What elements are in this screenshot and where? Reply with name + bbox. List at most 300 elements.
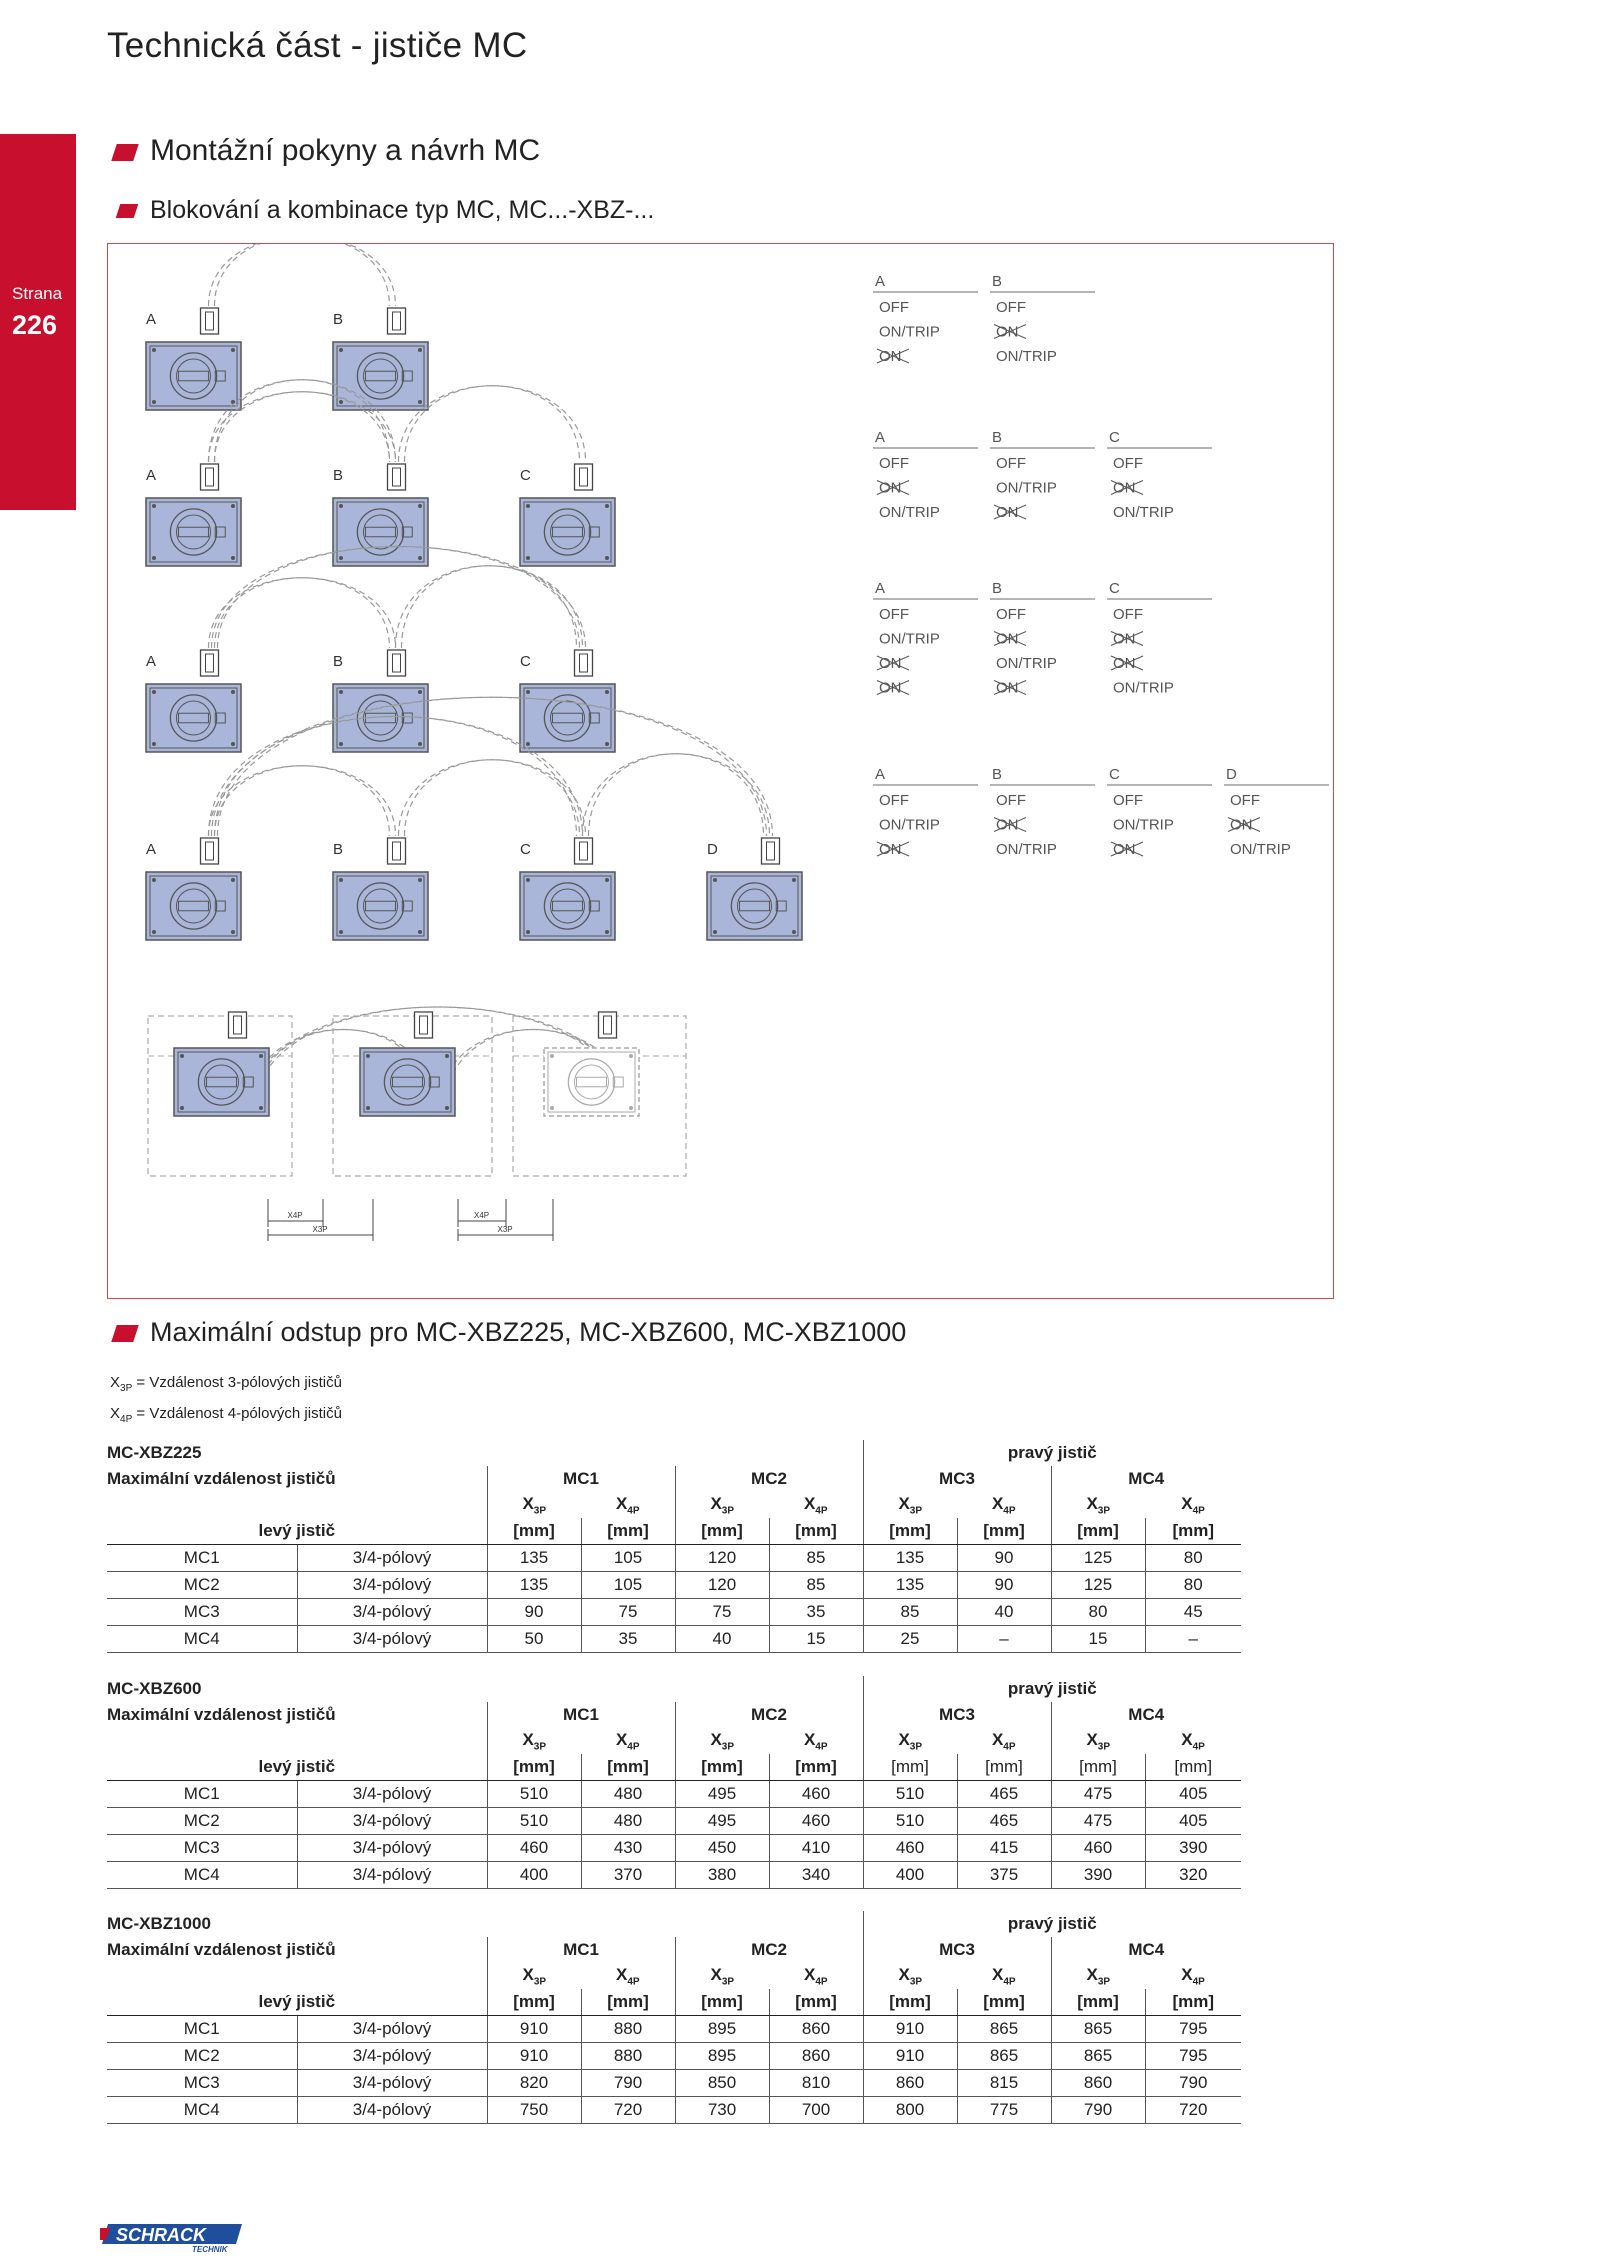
symbol-header: $X_{4P}$: [1181, 1729, 1205, 1753]
state-label: ON/TRIP: [996, 841, 1057, 858]
row-pole: 3/4-pólový: [297, 1572, 487, 1599]
breaker-icon: [360, 1048, 455, 1116]
state-label: ON: [879, 655, 902, 672]
unit-header: [mm]: [1145, 1989, 1241, 2016]
page-title: Technická část - jističe MC: [107, 26, 528, 65]
value-cell: –: [957, 1626, 1051, 1653]
row-pole: 3/4-pólový: [297, 1626, 487, 1653]
unit-header: [mm]: [769, 1989, 863, 2016]
section-heading-interlock: [118, 196, 654, 225]
value-cell: 405: [1145, 1781, 1241, 1808]
value-cell: 15: [1051, 1626, 1145, 1653]
row-breaker: MC3: [107, 1835, 297, 1862]
value-cell: 120: [675, 1545, 769, 1572]
value-cell: 390: [1051, 1862, 1145, 1889]
state-label: ON/TRIP: [1230, 841, 1291, 858]
value-cell: 790: [1051, 2097, 1145, 2124]
value-cell: 25: [863, 1626, 957, 1653]
group-header: MC1: [487, 1937, 675, 1963]
table-title: MC-XBZ225: [107, 1443, 202, 1462]
row-breaker: MC4: [107, 1626, 297, 1653]
value-cell: 475: [1051, 1781, 1145, 1808]
state-column-header: B: [992, 429, 1003, 446]
state-column-header: B: [992, 580, 1003, 597]
value-cell: 510: [487, 1808, 581, 1835]
interlock-port-icon: [575, 650, 593, 676]
right-breaker-label: pravý jistič: [863, 1911, 1241, 1937]
value-cell: 510: [863, 1808, 957, 1835]
value-cell: 495: [675, 1808, 769, 1835]
row-pole: 3/4-pólový: [297, 1545, 487, 1572]
unit-header: [mm]: [863, 1989, 957, 2016]
value-cell: 90: [957, 1572, 1051, 1599]
state-column-header: A: [875, 580, 886, 597]
heading-text: Montážní pokyny a návrh MC: [150, 134, 541, 167]
right-breaker-label: pravý jistič: [863, 1440, 1241, 1466]
value-cell: 775: [957, 2097, 1051, 2124]
group-header: MC2: [675, 1466, 863, 1492]
symbol-header: $X_{3P}$: [487, 1492, 581, 1518]
value-cell: 35: [769, 1599, 863, 1626]
group-header: MC3: [863, 1466, 1051, 1492]
unit-header: [mm]: [769, 1518, 863, 1545]
breaker-icon: [520, 872, 615, 940]
state-label: OFF: [996, 606, 1026, 623]
state-label: ON/TRIP: [879, 504, 940, 521]
value-cell: 75: [581, 1599, 675, 1626]
value-cell: 865: [1051, 2016, 1145, 2043]
state-column-header: C: [1109, 429, 1120, 446]
breaker-icon: [707, 872, 802, 940]
value-cell: 80: [1145, 1545, 1241, 1572]
breaker-icon: [544, 1048, 639, 1116]
state-label: OFF: [1113, 606, 1143, 623]
breaker-label: B: [333, 841, 344, 858]
unit-header: [mm]: [1145, 1754, 1241, 1781]
state-label: ON: [996, 323, 1019, 341]
bullet-icon: [111, 1325, 139, 1342]
state-label: OFF: [1113, 792, 1143, 809]
state-label: ON: [996, 504, 1019, 521]
svg-text:TECHNIK: TECHNIK: [192, 2245, 228, 2254]
state-column-header: B: [992, 273, 1003, 290]
state-label: ON/TRIP: [879, 630, 940, 648]
symbol-header: $X_{3P}$: [675, 1492, 769, 1518]
value-cell: 415: [957, 1835, 1051, 1862]
value-cell: 80: [1145, 1572, 1241, 1599]
unit-header: [mm]: [487, 1518, 581, 1545]
interlock-port-icon: [575, 464, 593, 490]
unit-header: [mm]: [957, 1518, 1051, 1545]
breaker-icon: [333, 872, 428, 940]
legend-x4p: $X_{4P}$ = Vzdálenost 4-pólových jističů: [110, 1405, 342, 1425]
state-label: ON/TRIP: [879, 816, 940, 834]
unit-header: [mm]: [957, 1989, 1051, 2016]
symbol-header: $X_{3P}$: [863, 1963, 957, 1989]
row-pole: 3/4-pólový: [297, 2097, 487, 2124]
bowden-cable: [209, 578, 396, 648]
breaker-icon: [174, 1048, 269, 1116]
row-pole: 3/4-pólový: [297, 1781, 487, 1808]
table-row: [107, 2070, 1241, 2097]
state-column-header: A: [875, 273, 886, 290]
state-label: OFF: [996, 455, 1026, 472]
table-row: [107, 1862, 1241, 1889]
state-label: ON: [996, 630, 1019, 648]
left-breaker-label: levý jistič: [107, 1754, 487, 1781]
value-cell: 510: [863, 1781, 957, 1808]
value-cell: 400: [863, 1862, 957, 1889]
breaker-label: A: [146, 467, 157, 484]
row-pole: 3/4-pólový: [297, 1835, 487, 1862]
state-column-header: C: [1109, 766, 1120, 783]
spacer: [487, 1676, 863, 1702]
value-cell: 880: [581, 2016, 675, 2043]
symbol-header: $X_{4P}$: [991, 1729, 1016, 1753]
unit-header: [mm]: [581, 1989, 675, 2016]
value-cell: 720: [581, 2097, 675, 2124]
bullet-icon: [116, 204, 139, 218]
value-cell: 75: [675, 1599, 769, 1626]
breaker-label: C: [520, 467, 531, 484]
value-cell: 860: [769, 2016, 863, 2043]
value-cell: 910: [487, 2016, 581, 2043]
distance-table: [107, 1676, 1241, 1889]
breaker-icon: [146, 684, 241, 752]
value-cell: 135: [863, 1545, 957, 1572]
value-cell: 800: [863, 2097, 957, 2124]
value-cell: 320: [1145, 1862, 1241, 1889]
value-cell: 510: [487, 1781, 581, 1808]
value-cell: 135: [487, 1572, 581, 1599]
symbol-header: $X_{4P}$: [803, 1964, 828, 1988]
dimension-label: X3P: [497, 1225, 513, 1234]
interlock-figure: [107, 243, 1334, 1299]
state-label: ON: [879, 348, 902, 365]
symbol-header: $X_{3P}$: [863, 1728, 957, 1754]
distance-table: [107, 1911, 1241, 2124]
interlock-port-icon: [599, 1012, 617, 1038]
value-cell: 475: [1051, 1808, 1145, 1835]
state-label: OFF: [996, 792, 1026, 809]
unit-header: [mm]: [581, 1754, 675, 1781]
breaker-label: A: [146, 653, 157, 670]
group-header: MC1: [487, 1702, 675, 1728]
state-label: ON/TRIP: [996, 348, 1057, 365]
section-heading-max-distance: [114, 1317, 906, 1348]
breaker-label: B: [333, 311, 344, 328]
symbol-header: $X_{4P}$: [1181, 1964, 1205, 1988]
value-cell: 450: [675, 1835, 769, 1862]
breaker-label: A: [146, 311, 157, 328]
state-label: ON: [996, 816, 1019, 834]
breaker-icon: [146, 342, 241, 410]
group-header: MC4: [1051, 1466, 1241, 1492]
value-cell: 85: [863, 1599, 957, 1626]
value-cell: 15: [769, 1626, 863, 1653]
value-cell: 135: [863, 1572, 957, 1599]
unit-header: [mm]: [487, 1989, 581, 2016]
value-cell: 460: [863, 1835, 957, 1862]
state-column-header: B: [992, 766, 1003, 783]
symbol-header: $X_{3P}$: [1051, 1728, 1145, 1754]
value-cell: 50: [487, 1626, 581, 1653]
value-cell: 730: [675, 2097, 769, 2124]
page-label: Strana: [12, 284, 63, 303]
row-breaker: MC3: [107, 1599, 297, 1626]
group-header: MC1: [487, 1466, 675, 1492]
unit-header: [mm]: [1145, 1518, 1241, 1545]
table-row: [107, 1572, 1241, 1599]
value-cell: 125: [1051, 1572, 1145, 1599]
unit-header: [mm]: [1051, 1518, 1145, 1545]
value-cell: 895: [675, 2016, 769, 2043]
value-cell: 880: [581, 2043, 675, 2070]
right-breaker-label: pravý jistič: [863, 1676, 1241, 1702]
value-cell: 850: [675, 2070, 769, 2097]
state-label: ON: [1113, 841, 1136, 858]
interlock-port-icon: [201, 650, 219, 676]
symbol-header: $X_{3P}$: [487, 1728, 581, 1754]
state-label: ON: [1113, 630, 1136, 648]
table-row: [107, 2043, 1241, 2070]
state-column-header: D: [1226, 766, 1237, 783]
state-label: OFF: [879, 606, 909, 623]
table-row: [107, 1626, 1241, 1653]
table-row: [107, 1835, 1241, 1862]
value-cell: 480: [581, 1781, 675, 1808]
state-label: ON/TRIP: [996, 655, 1057, 672]
interlock-port-icon: [388, 838, 406, 864]
value-cell: 380: [675, 1862, 769, 1889]
breaker-label: C: [520, 841, 531, 858]
symbol-header: $X_{3P}$: [487, 1963, 581, 1989]
unit-header: [mm]: [957, 1754, 1051, 1781]
symbol-header: $X_{4P}$: [803, 1729, 828, 1753]
value-cell: 105: [581, 1572, 675, 1599]
table-row: [107, 2016, 1241, 2043]
value-cell: 820: [487, 2070, 581, 2097]
bowden-cable: [583, 754, 770, 836]
unit-header: [mm]: [769, 1754, 863, 1781]
symbol-header: $X_{4P}$: [615, 1729, 640, 1753]
state-column-header: C: [1109, 580, 1120, 597]
breaker-icon: [333, 498, 428, 566]
state-label: ON: [879, 479, 902, 497]
value-cell: 495: [675, 1781, 769, 1808]
state-label: OFF: [1230, 792, 1260, 809]
value-cell: 910: [487, 2043, 581, 2070]
group-header: MC3: [863, 1937, 1051, 1963]
value-cell: 790: [581, 2070, 675, 2097]
value-cell: 390: [1145, 1835, 1241, 1862]
symbol-header: $X_{3P}$: [1051, 1963, 1145, 1989]
row-pole: 3/4-pólový: [297, 2070, 487, 2097]
breaker-icon: [146, 872, 241, 940]
value-cell: –: [1145, 1626, 1241, 1653]
table-row: [107, 1545, 1241, 1572]
table-title: MC-XBZ600: [107, 1679, 202, 1698]
spacer: [487, 1911, 863, 1937]
state-label: OFF: [996, 299, 1026, 316]
interlock-port-icon: [388, 650, 406, 676]
interlock-port-icon: [762, 838, 780, 864]
row-breaker: MC3: [107, 2070, 297, 2097]
bullet-icon: [111, 144, 139, 161]
value-cell: 40: [957, 1599, 1051, 1626]
value-cell: 810: [769, 2070, 863, 2097]
breaker-icon: [520, 498, 615, 566]
page-number: 226: [12, 310, 58, 340]
spacer: [107, 1492, 487, 1518]
state-label: ON: [879, 841, 902, 858]
schrack-logo: [100, 2222, 242, 2254]
unit-header: [mm]: [581, 1518, 675, 1545]
value-cell: 105: [581, 1545, 675, 1572]
spacer: [107, 1963, 487, 1989]
symbol-header: $X_{3P}$: [863, 1492, 957, 1518]
interlock-port-icon: [415, 1012, 433, 1038]
interlock-diagram: [108, 244, 1332, 1297]
unit-header: [mm]: [1051, 1754, 1145, 1781]
value-cell: 375: [957, 1862, 1051, 1889]
state-label: ON/TRIP: [1113, 504, 1174, 521]
state-label: ON/TRIP: [1113, 816, 1174, 834]
state-label: ON/TRIP: [1113, 679, 1174, 697]
state-label: OFF: [879, 299, 909, 316]
value-cell: 910: [863, 2016, 957, 2043]
value-cell: 895: [675, 2043, 769, 2070]
bowden-cable: [396, 566, 583, 648]
logo-icon: [100, 2222, 242, 2254]
value-cell: 90: [487, 1599, 581, 1626]
unit-header: [mm]: [675, 1518, 769, 1545]
svg-text:SCHRACK: SCHRACK: [116, 2225, 206, 2245]
row-breaker: MC1: [107, 1545, 297, 1572]
table-subtitle: Maximální vzdálenost jističů: [107, 1469, 336, 1488]
unit-header: [mm]: [863, 1754, 957, 1781]
value-cell: 795: [1145, 2043, 1241, 2070]
state-label: OFF: [879, 792, 909, 809]
value-cell: 35: [581, 1626, 675, 1653]
value-cell: 125: [1051, 1545, 1145, 1572]
value-cell: 460: [487, 1835, 581, 1862]
interlock-port-icon: [201, 464, 219, 490]
breaker-icon: [333, 684, 428, 752]
row-breaker: MC1: [107, 2016, 297, 2043]
table-subtitle: Maximální vzdálenost jističů: [107, 1705, 336, 1724]
row-breaker: MC2: [107, 2043, 297, 2070]
value-cell: 860: [1051, 2070, 1145, 2097]
symbol-header: $X_{4P}$: [991, 1493, 1016, 1517]
value-cell: 40: [675, 1626, 769, 1653]
spacer: [107, 1728, 487, 1754]
value-cell: 700: [769, 2097, 863, 2124]
breaker-label: B: [333, 653, 344, 670]
unit-header: [mm]: [863, 1518, 957, 1545]
value-cell: 910: [863, 2043, 957, 2070]
unit-header: [mm]: [1051, 1989, 1145, 2016]
legend-x3p: $X_{3P}$ = Vzdálenost 3-pólových jističů: [110, 1374, 342, 1394]
value-cell: 865: [957, 2016, 1051, 2043]
state-label: OFF: [879, 455, 909, 472]
value-cell: 815: [957, 2070, 1051, 2097]
group-header: MC4: [1051, 1937, 1241, 1963]
legend: [110, 1370, 342, 1432]
state-column-header: A: [875, 429, 886, 446]
breaker-icon: [520, 684, 615, 752]
value-cell: 370: [581, 1862, 675, 1889]
breaker-label: C: [520, 653, 531, 670]
spacer: [487, 1440, 863, 1466]
left-breaker-label: levý jistič: [107, 1518, 487, 1545]
row-pole: 3/4-pólový: [297, 1599, 487, 1626]
state-column-header: A: [875, 766, 886, 783]
value-cell: 720: [1145, 2097, 1241, 2124]
breaker-icon: [333, 342, 428, 410]
section-heading-mounting: [114, 134, 540, 168]
breaker-icon: [146, 498, 241, 566]
breaker-label: D: [707, 841, 718, 858]
page-tab: [0, 134, 76, 510]
value-cell: 90: [957, 1545, 1051, 1572]
value-cell: 120: [675, 1572, 769, 1599]
value-cell: 465: [957, 1808, 1051, 1835]
symbol-header: $X_{3P}$: [675, 1963, 769, 1989]
state-label: ON: [1113, 479, 1136, 497]
group-header: MC2: [675, 1937, 863, 1963]
value-cell: 85: [769, 1545, 863, 1572]
group-header: MC4: [1051, 1702, 1241, 1728]
interlock-port-icon: [201, 308, 219, 334]
value-cell: 410: [769, 1835, 863, 1862]
value-cell: 405: [1145, 1808, 1241, 1835]
row-pole: 3/4-pólový: [297, 1808, 487, 1835]
value-cell: 860: [863, 2070, 957, 2097]
value-cell: 80: [1051, 1599, 1145, 1626]
unit-header: [mm]: [675, 1989, 769, 2016]
value-cell: 750: [487, 2097, 581, 2124]
breaker-label: A: [146, 841, 157, 858]
state-label: ON: [879, 679, 902, 697]
row-breaker: MC4: [107, 2097, 297, 2124]
interlock-port-icon: [575, 838, 593, 864]
symbol-header: $X_{4P}$: [1181, 1493, 1205, 1517]
value-cell: 460: [1051, 1835, 1145, 1862]
interlock-port-icon: [388, 464, 406, 490]
table-row: [107, 2097, 1241, 2124]
dimension-label: X3P: [312, 1225, 328, 1234]
row-breaker: MC2: [107, 1808, 297, 1835]
unit-header: [mm]: [487, 1754, 581, 1781]
state-label: OFF: [1113, 455, 1143, 472]
symbol-header: $X_{4P}$: [615, 1493, 640, 1517]
row-pole: 3/4-pólový: [297, 2043, 487, 2070]
value-cell: 400: [487, 1862, 581, 1889]
value-cell: 85: [769, 1572, 863, 1599]
table-row: [107, 1808, 1241, 1835]
symbol-header: $X_{3P}$: [1051, 1492, 1145, 1518]
table-row: [107, 1599, 1241, 1626]
bowden-cable: [209, 244, 396, 306]
value-cell: 480: [581, 1808, 675, 1835]
table-subtitle: Maximální vzdálenost jističů: [107, 1940, 336, 1959]
state-label: ON: [1113, 655, 1136, 672]
heading-text: Maximální odstup pro MC-XBZ225, MC-XBZ600, MC-XBZ1000: [150, 1317, 907, 1347]
interlock-port-icon: [201, 838, 219, 864]
row-pole: 3/4-pólový: [297, 1862, 487, 1889]
symbol-header: $X_{4P}$: [615, 1964, 640, 1988]
